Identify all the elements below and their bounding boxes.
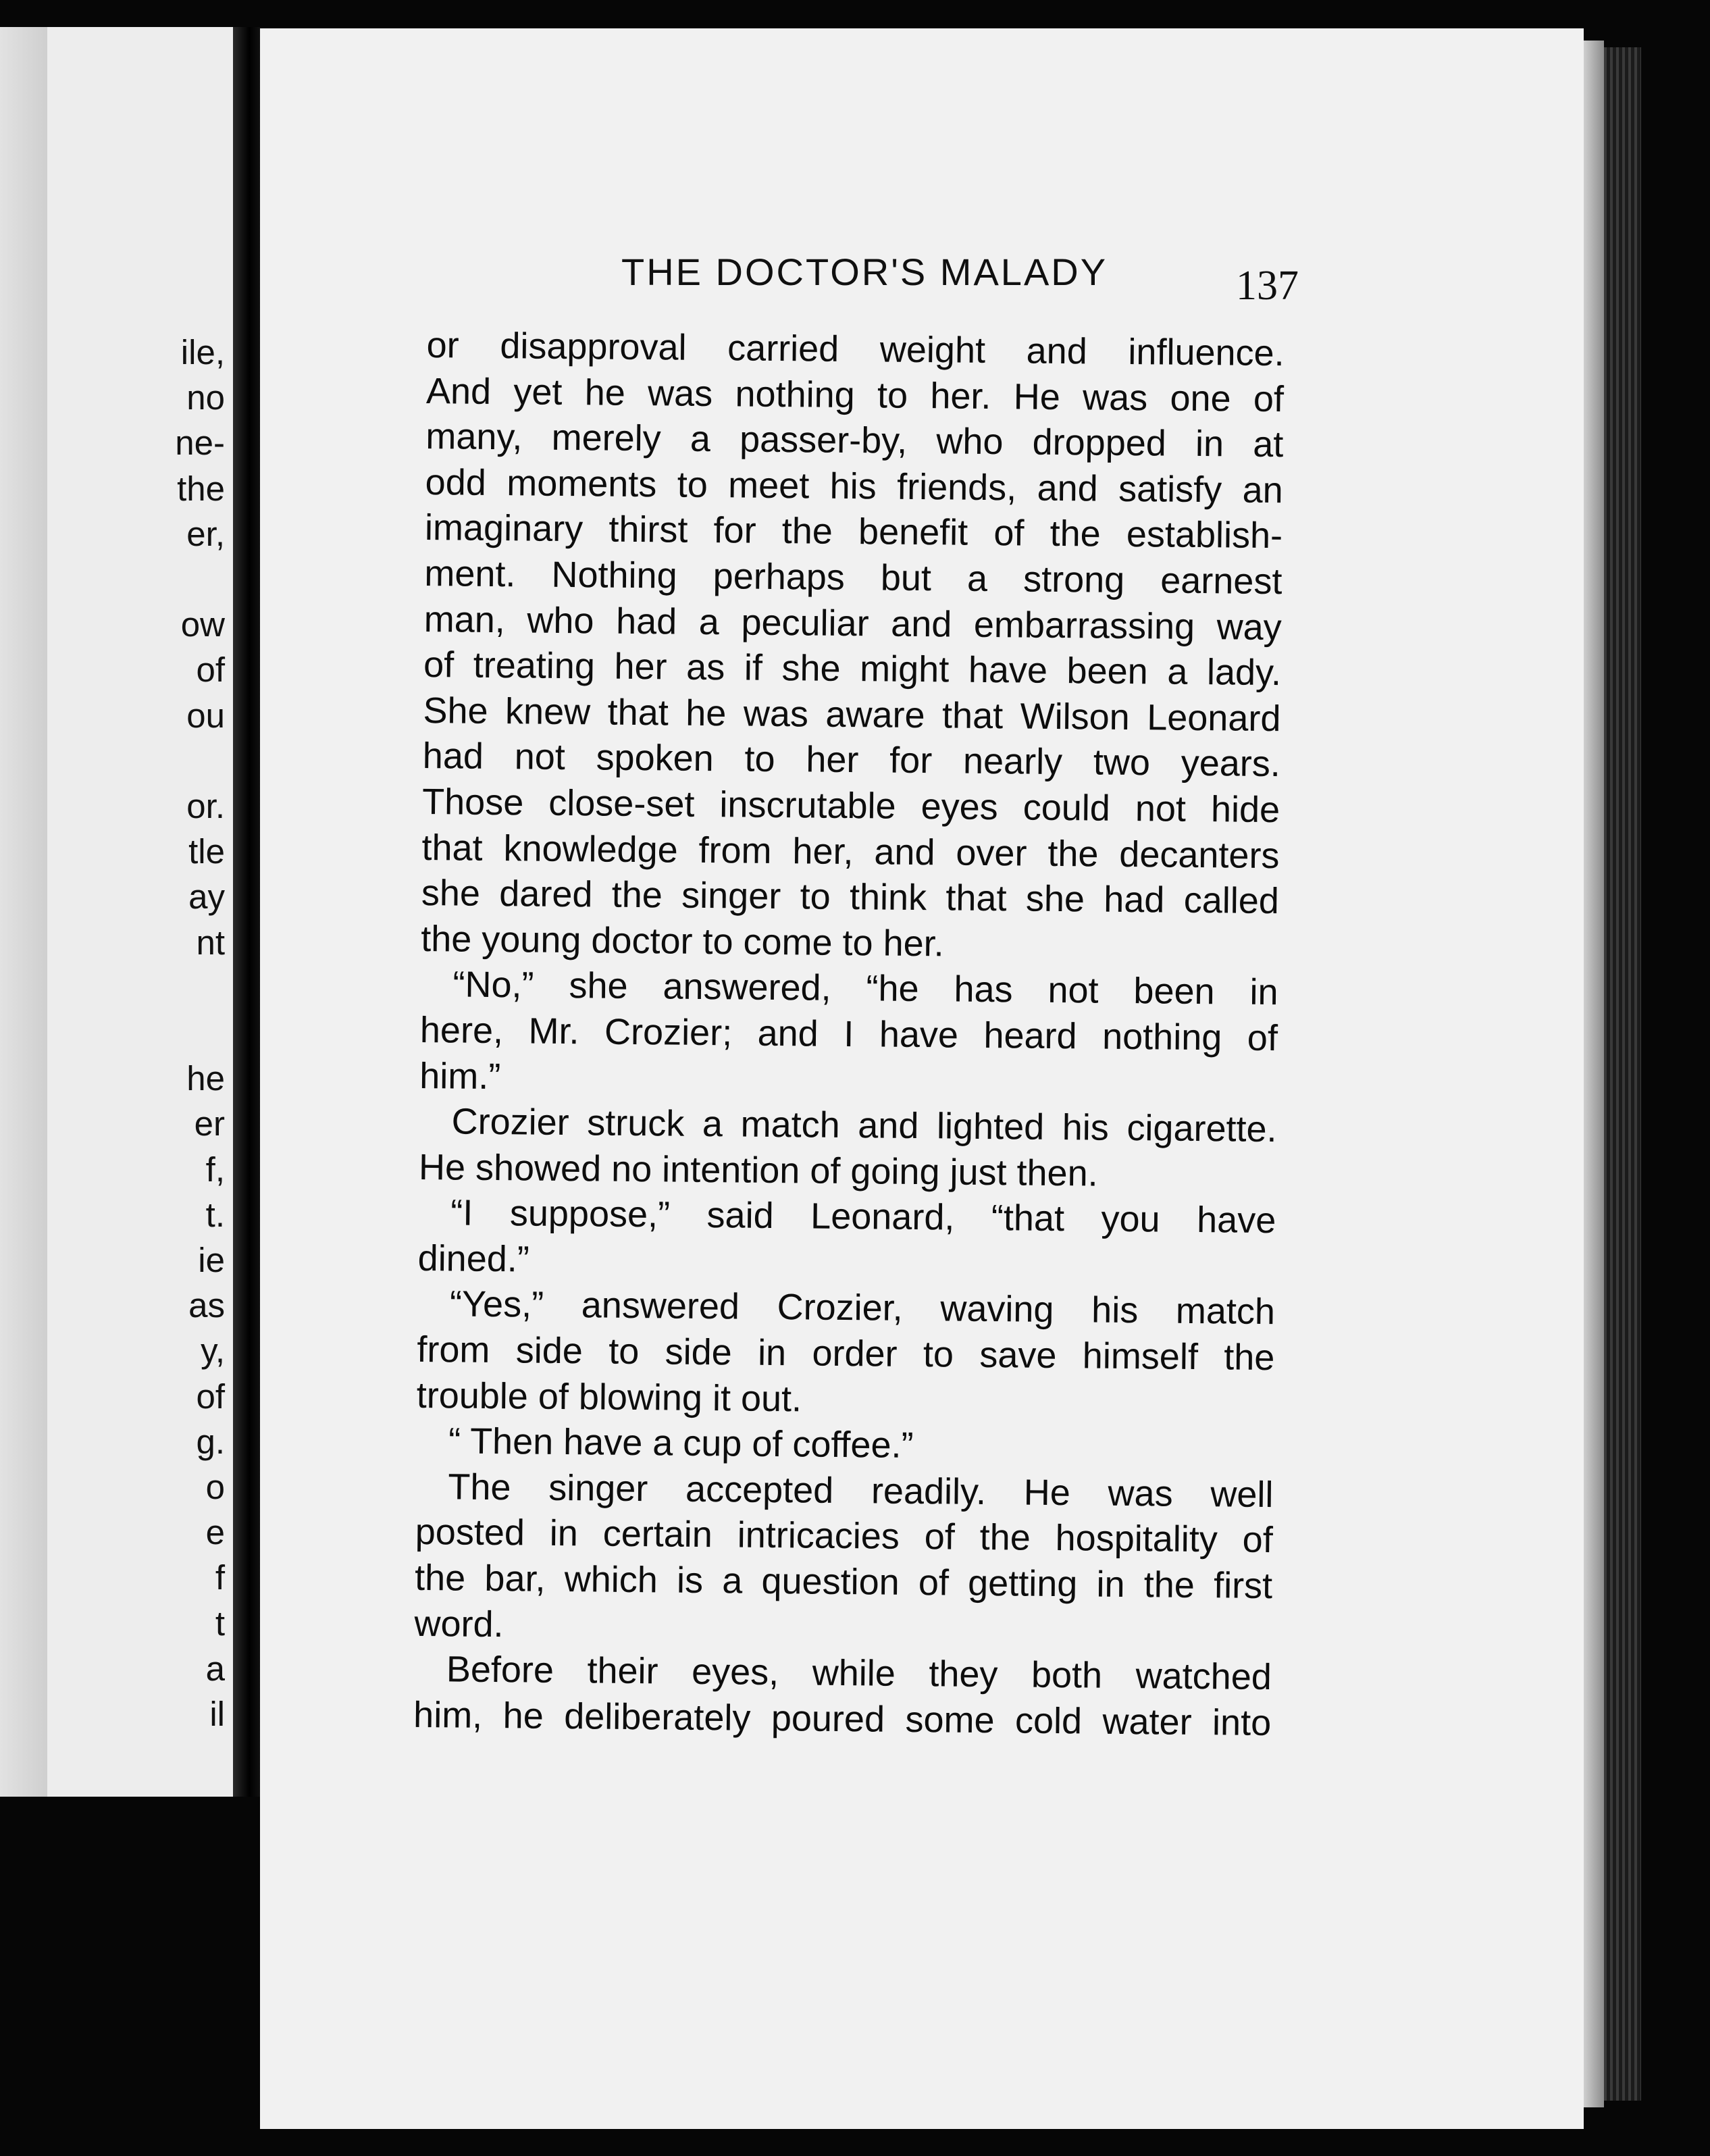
- text-line: she dared the singer to think that she had called: [421, 873, 1280, 922]
- text-line: “I suppose,” said Leonard, “that you have: [450, 1192, 1276, 1241]
- previous-page-line-ending: no: [186, 378, 225, 417]
- text-line: the young doctor to come to her.: [420, 918, 944, 965]
- text-line: word.: [414, 1603, 504, 1645]
- page-body-text: [413, 323, 1285, 1747]
- text-line: him.”: [419, 1055, 501, 1097]
- previous-page-line-ending: ay: [188, 877, 225, 917]
- text-line: the bar, which is a question of getting in the first: [414, 1557, 1273, 1607]
- previous-page-line-ending: or.: [186, 787, 225, 825]
- previous-page-line-ending: f: [215, 1558, 225, 1597]
- text-line: He showed no intention of going just then.: [418, 1146, 1098, 1194]
- text-line: or disapproval carried weight and influence.: [426, 324, 1285, 374]
- previous-page-line-ending: g.: [196, 1422, 225, 1461]
- text-line: many, merely a passer-by, who dropped in at: [425, 416, 1284, 465]
- previous-page-line-ending: e: [205, 1513, 225, 1552]
- text-line: that knowledge from her, and over the decanters: [421, 827, 1280, 876]
- book-gutter: [233, 27, 260, 1797]
- text-line: odd moments to meet his friends, and satisfy an: [425, 461, 1283, 511]
- previous-page-line-ending: as: [188, 1286, 225, 1325]
- previous-page-line-ending: ne-: [175, 424, 225, 463]
- previous-page-line-ending: ie: [198, 1241, 225, 1279]
- previous-page-line-ending: il: [209, 1695, 225, 1733]
- previous-page-line-ending: ou: [186, 696, 225, 735]
- text-line: imaginary thirst for the benefit of the establish-: [424, 507, 1283, 557]
- running-title: THE DOCTOR'S MALADY: [621, 251, 1108, 293]
- text-line: here, Mr. Crozier; and I have heard nothing of: [419, 1009, 1278, 1059]
- previous-page-line-ending: f,: [205, 1150, 225, 1189]
- previous-page-line-ending: tle: [188, 832, 225, 871]
- previous-page-line-ending: ow: [180, 605, 225, 644]
- page-fore-edge: [1584, 41, 1604, 2107]
- text-line: “No,” she answered, “he has not been in: [452, 964, 1278, 1013]
- previous-page-line-ending: a: [205, 1649, 225, 1688]
- text-line: him, he deliberately poured some cold water into: [413, 1694, 1272, 1743]
- text-line: dined.”: [417, 1237, 530, 1280]
- text-line: posted in certain intricacies of the hospitality of: [415, 1512, 1274, 1561]
- previous-page-line-ending: o: [205, 1468, 225, 1506]
- previous-page-line-ending: t: [215, 1603, 225, 1643]
- previous-page-line-ending: the: [177, 469, 225, 508]
- book-cover-edge: [1604, 47, 1641, 2101]
- text-line: And yet he was nothing to her. He was one of: [425, 370, 1285, 419]
- text-line: She knew that he was aware that Wilson Leonard: [423, 690, 1281, 739]
- text-line: Before their eyes, while they both watched: [446, 1649, 1272, 1698]
- text-line: The singer accepted readily. He was well: [448, 1466, 1274, 1515]
- previous-page-line-endings: [0, 27, 233, 1797]
- text-line: “ Then have a cup of coffee.”: [448, 1420, 914, 1466]
- previous-page-line-ending: t.: [205, 1195, 225, 1234]
- previous-page-line-ending: er: [194, 1104, 225, 1144]
- text-line: from side to side in order to save himself the: [417, 1329, 1275, 1379]
- previous-page-line-ending: nt: [196, 923, 225, 962]
- text-line: trouble of blowing it out.: [416, 1375, 802, 1420]
- previous-page-line-ending: of: [196, 650, 225, 690]
- text-line: Crozier struck a match and lighted his cigarette.: [451, 1101, 1277, 1150]
- previous-page-fragment: [0, 27, 233, 1797]
- text-line: ment. Nothing perhaps but a strong earnest: [424, 553, 1282, 602]
- page-number: 137: [1236, 263, 1299, 309]
- text-line: had not spoken to her for nearly two years.: [422, 736, 1281, 785]
- text-line: “Yes,” answered Crozier, waving his match: [449, 1283, 1276, 1333]
- text-line: Those close-set inscrutable eyes could not hide: [421, 781, 1280, 831]
- text-line: man, who had a peculiar and embarrassing way: [423, 598, 1282, 648]
- previous-page-line-ending: er,: [186, 514, 225, 553]
- previous-page-line-ending: y,: [201, 1331, 225, 1370]
- text-line: of treating her as if she might have been a lady.: [423, 644, 1282, 694]
- previous-page-line-ending: ile,: [180, 333, 225, 371]
- previous-page-line-ending: he: [186, 1059, 225, 1098]
- previous-page-line-ending: of: [196, 1377, 225, 1416]
